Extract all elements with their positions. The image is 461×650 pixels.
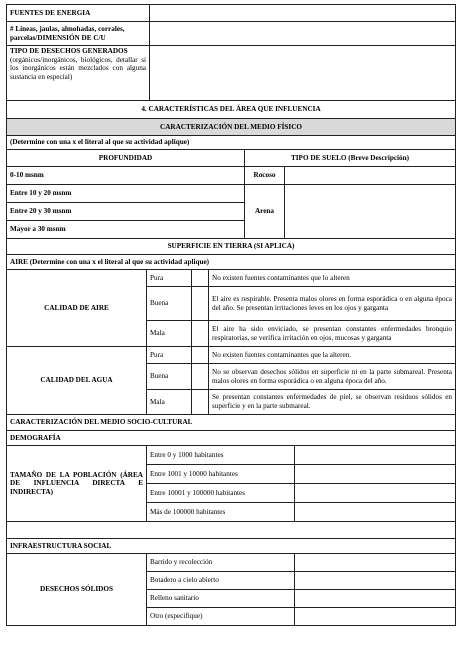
solid-row-0: Barrido y recolección (147, 554, 295, 572)
air-instruction: AIRE (Determine con una x el literal al que su actividad aplique) (7, 255, 456, 270)
water-desc-1: No se observan desechos sólidos en superficie ni en la parte submareal. Presenta malos olores en forma esporádica o en alguna época del año. (209, 364, 456, 390)
solid-field-2[interactable] (295, 590, 456, 608)
population-row-1: Entre 1001 y 10000 habitantes (147, 465, 295, 484)
solid-field-1[interactable] (295, 572, 456, 590)
depth-row-3[interactable]: Mayor a 30 msnm (7, 221, 245, 239)
physical-instruction: (Determine con una x el literal al que su actividad aplique) (7, 136, 456, 150)
air-check-1[interactable] (192, 287, 209, 321)
solid-field-0[interactable] (295, 554, 456, 572)
water-level-1: Buena (147, 364, 192, 390)
surface-title: SUPERFICIE EN TIERRA (SI APLICA) (7, 239, 456, 255)
water-label: CALIDAD DEL AGUA (7, 347, 147, 415)
water-desc-2: Se presentan constantes enfermedades de piel, se observan residuos sólidos en superficie y en la parte submareal. (209, 390, 456, 415)
soil-arena: Arena (245, 185, 285, 239)
spacer-row (7, 522, 456, 539)
water-check-0[interactable] (192, 347, 209, 364)
depth-row-1[interactable]: Entre 10 y 20 msnm (7, 185, 245, 203)
soil-rocoso-field[interactable] (285, 167, 456, 185)
water-level-2: Mala (147, 390, 192, 415)
air-check-0[interactable] (192, 270, 209, 287)
solid-label: DESECHOS SÓLIDOS (7, 554, 147, 626)
lines-label: # Líneas, jaulas, almohadas, corrales, parcelas/DIMENSIÓN DE C/U (7, 22, 150, 46)
population-row-0: Entre 0 y 1000 habitantes (147, 446, 295, 465)
air-level-2: Mala (147, 321, 192, 347)
air-desc-0: No existen fuentes contaminantes que lo alteren (209, 270, 456, 287)
solid-row-1: Botadero a cielo abierto (147, 572, 295, 590)
energy-field[interactable] (150, 5, 456, 22)
form-page (6, 4, 455, 626)
population-label: TAMAÑO DE LA POBLACIÓN (ÁREA DE INFLUENCIA DIRECTA E INDIRECTA) (7, 446, 147, 522)
air-label: CALIDAD DE AIRE (7, 270, 147, 347)
soil-header: TIPO DE SUELO (Breve Descripción) (245, 150, 456, 167)
solid-field-3[interactable] (295, 608, 456, 626)
population-row-3: Más de 100000 habitantes (147, 503, 295, 522)
population-row-2: Entre 10001 y 100000 habitantes (147, 484, 295, 503)
depth-row-2[interactable]: Entre 20 y 30 msnm (7, 203, 245, 221)
solid-row-2: Relleno sanitario (147, 590, 295, 608)
water-desc-0: No existen fuentes contaminantes que la alteren. (209, 347, 456, 364)
physical-title: CARACTERIZACIÓN DEL MEDIO FÍSICO (7, 119, 456, 136)
air-check-2[interactable] (192, 321, 209, 347)
air-desc-2: El aire ha sido enviciado, se presentan constantes enfermedades bronquio respiratorias, se verifica irritación en ojos, mucosas y garganta (209, 321, 456, 347)
air-level-0: Pura (147, 270, 192, 287)
waste-desc: (orgánicos/inorgánicos, biológicos, detallar si los inorgánicos están mezclados con alguna sustancia en especial) (10, 55, 146, 81)
water-level-0: Pura (147, 347, 192, 364)
water-check-1[interactable] (192, 364, 209, 390)
depth-header: PROFUNDIDAD (7, 150, 245, 167)
population-field-2[interactable] (295, 484, 456, 503)
waste-title: TIPO DE DESECHOS GENERADOS (10, 47, 128, 55)
population-field-1[interactable] (295, 465, 456, 484)
solid-row-3: Otro (especifique) (147, 608, 295, 626)
energy-label: FUENTES DE ENERGIA (7, 5, 150, 22)
air-desc-1: El aire es respirable. Presenta malos olores en forma esporádica o en alguna época del año. Se presentan irritaciones leves en los ojos y garganta (209, 287, 456, 321)
waste-field[interactable] (150, 46, 456, 101)
socio-table (6, 414, 456, 626)
soil-arena-field[interactable] (285, 185, 456, 239)
water-check-2[interactable] (192, 390, 209, 415)
socio-title: CARACTERIZACIÓN DEL MEDIO SOCIO-CULTURAL (7, 415, 456, 431)
physical-table (6, 100, 456, 239)
demography-title: DEMOGRAFÍA (7, 431, 456, 446)
depth-row-0[interactable]: 0-10 msnm (7, 167, 245, 185)
population-field-3[interactable] (295, 503, 456, 522)
lines-field[interactable] (150, 22, 456, 46)
soil-rocoso: Rocoso (245, 167, 285, 185)
air-level-1: Buena (147, 287, 192, 321)
infra-title: INFRAESTRUCTURA SOCIAL (7, 539, 456, 554)
section4-title: 4. CARACTERÍSTICAS DEL ÁREA QUE INFLUENCIA (7, 101, 456, 119)
population-field-0[interactable] (295, 446, 456, 465)
activity-table (6, 4, 456, 101)
surface-table (6, 238, 456, 415)
